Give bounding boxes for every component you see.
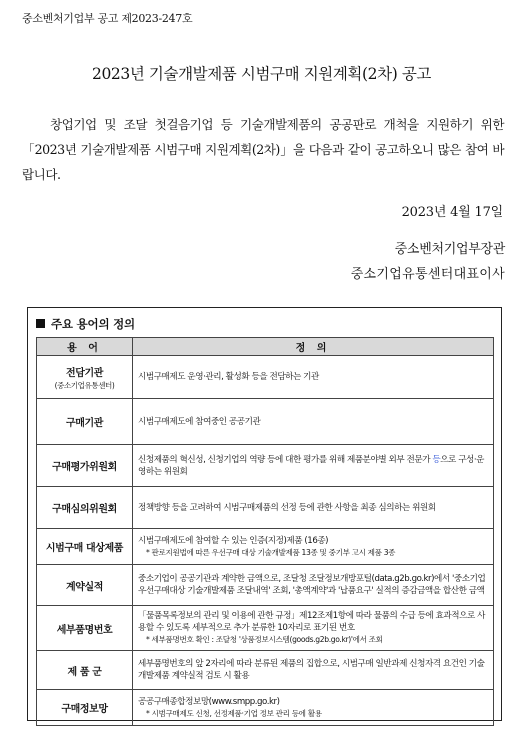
- column-header-definition: 정 의: [133, 338, 494, 356]
- term-cell: 제 품 군: [37, 651, 133, 690]
- column-header-term: 용 어: [37, 338, 133, 356]
- body-paragraph: [22, 112, 504, 187]
- term-cell: 계약실적: [37, 565, 133, 606]
- signature-ceo: 중소기업유통센터대표이사: [350, 267, 505, 282]
- definition-note: * 시범구매제도 신청, 선정제품·기업 정보 관리 등에 활용: [146, 708, 322, 718]
- definition-cell: [133, 529, 494, 565]
- table-row: [37, 690, 494, 726]
- table-row: [37, 399, 494, 445]
- table-row: [37, 356, 494, 399]
- definition-highlight: 등: [432, 454, 441, 465]
- definition-cell: 시범구매제도에 참여중인 공공기관: [133, 399, 494, 445]
- table-row: [37, 445, 494, 487]
- terms-table: [36, 337, 494, 726]
- definition-note: * 판로지원법에 따른 우선구매 대상 기술개발제품 13종 및 중기부 고시 제품 3종: [146, 547, 396, 557]
- definition-text: 으로 구성·운영하는 위원회: [138, 454, 485, 477]
- term-cell: 구매기관: [37, 399, 133, 445]
- table-row: [37, 565, 494, 606]
- definition-text: 시범구매제도에 참여할 수 있는 인증(지정)제품 (16종): [138, 535, 329, 546]
- term-cell: 구매심의위원회: [37, 487, 133, 529]
- definition-note: * 세부품명번호 확인 : 조달청 '상품정보시스템(goods.g2b.go.kr)'에서 조회: [146, 635, 383, 644]
- term-cell: 세부품명번호: [37, 606, 133, 651]
- table-row: [37, 606, 494, 651]
- term-label: 전담기관: [65, 367, 104, 379]
- square-bullet-icon: [36, 319, 45, 328]
- terms-heading: [36, 316, 135, 332]
- definition-cell: 중소기업이 공공기관과 계약한 금액으로, 조달청 조달정보개방포털(data.g2b.go.kr)에서 '중소기업 우선구매대상 기술개발제품 조달내역' 조회, '총액계약'과 '납품요구' 실적의 증감금액을 합산한 금액: [133, 565, 494, 606]
- definition-cell: [133, 606, 494, 651]
- term-sublabel: (중소기업유통센터): [54, 380, 115, 390]
- terms-heading-text: 주요 용어의 정의: [51, 317, 135, 331]
- table-row: [37, 651, 494, 690]
- definition-text: 신청제품의 혁신성, 신청기업의 역량 등에 대한 평가를 위해 제품분야별 외부 전문가: [138, 454, 433, 465]
- definition-cell: [133, 690, 494, 726]
- terms-table-header: [37, 338, 494, 356]
- definition-cell: 시범구매제도 운영·관리, 활성화 등을 전담하는 기관: [133, 356, 494, 399]
- term-cell: 구매정보망: [37, 690, 133, 726]
- table-row: [37, 529, 494, 565]
- signature-minister: 중소벤처기업부장관: [394, 242, 505, 257]
- definition-cell: [133, 445, 494, 487]
- notice-number: 중소벤처기업부 공고 제2023-247호: [22, 12, 193, 25]
- definition-cell: 세부품명번호의 앞 2자리에 따라 분류된 제품의 집합으로, 시범구매 일반과제 신청자격 요건인 기술개발제품 계약실적 검토 시 활용: [133, 651, 494, 690]
- definition-text: 공공구매종합정보망(www.smpp.go.kr): [138, 696, 280, 707]
- definition-cell: 정책방향 등을 고려하여 시범구매제품의 선정 등에 관한 사항을 최종 심의하는 위원회: [133, 487, 494, 529]
- notice-date: 2023년 4월 17일: [401, 205, 503, 220]
- term-cell: 구매평가위원회: [37, 445, 133, 487]
- body-paragraph-text: 창업기업 및 조달 첫걸음기업 등 기술개발제품의 공공판로 개척을 지원하기 위한 「2023년 기술개발제품 시범구매 지원계획(2차)」을 다음과 같이 공고하오니 많은 참여 바랍니다.: [22, 117, 504, 182]
- notice-title: 2023년 기술개발제품 시범구매 지원계획(2차) 공고: [91, 65, 432, 83]
- term-cell: 시범구매 대상제품: [37, 529, 133, 565]
- table-row: [37, 487, 494, 529]
- definition-text: 「물품목록정보의 관리 및 이용에 관한 규정」제12조제1항에 따라 물품의 수급 등에 효과적으로 사용할 수 있도록 세부적으로 추가 분류한 10자리로 표기된 번호: [138, 611, 485, 633]
- term-cell: [37, 356, 133, 399]
